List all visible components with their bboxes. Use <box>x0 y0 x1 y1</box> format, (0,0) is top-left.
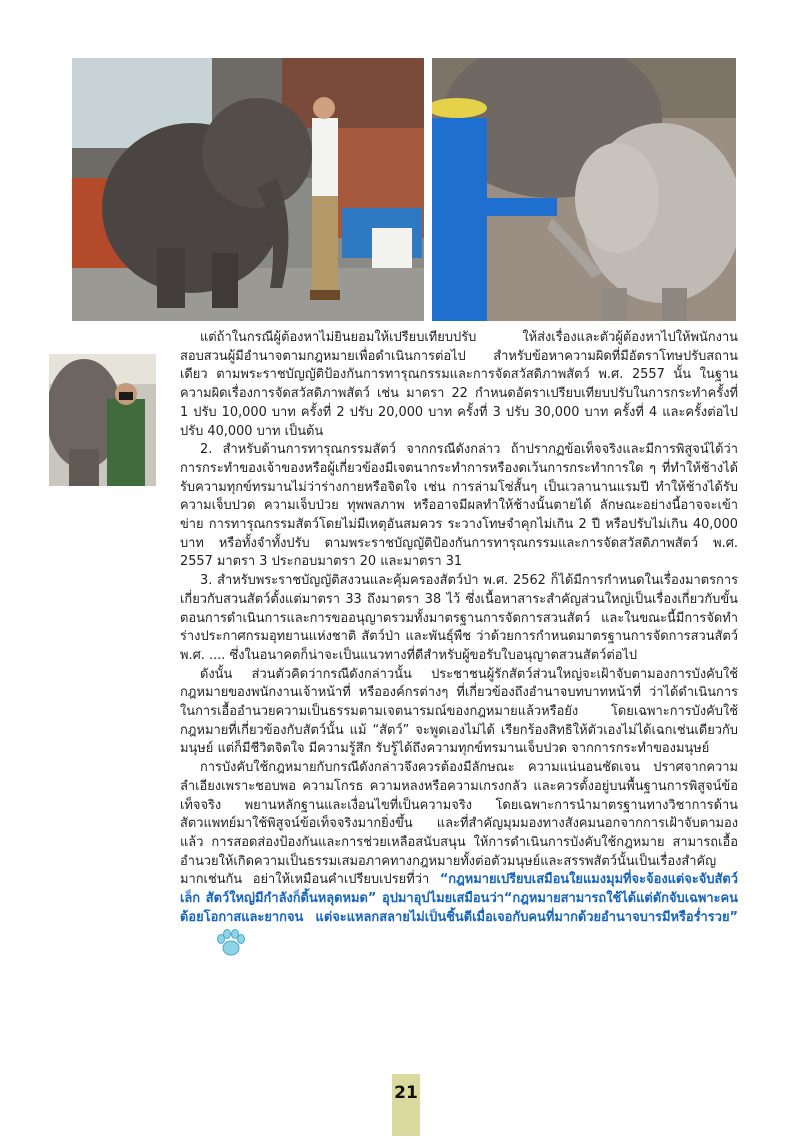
paragraph-5 <box>180 759 738 957</box>
paragraph-2: 2. สำหรับด้านการทารุณกรรมสัตว์ จากกรณีดังกล่าว ถ้าปรากฏข้อเท็จจริงและมีการพิสูจน์ได้ว่า การกระทำของเจ้าของหรือผู้เกี่ยวข้องมีเจตนากระทำการหรืองดเว้นการกระทำการใด ๆ ที่ทำให้ช้างได้รับความทุกข์ทรมานไม่ว่าร่างกายหรือจิตใจ เช่น การล่ามโซ่สั้นๆ เป็นเวลานานแรมปี ทำให้ช้างได้รับความเจ็บปวด ความเจ็บป่วย ทุพพลภาพ หรืออาจมีผลทำให้ช้างนั้นตายได้ ลักษณะอย่างนี้อาจจะเข้าข่าย การทารุณกรรมสัตว์โดยไม่มีเหตุอันสมควร ระวางโทษจำคุกไม่เกิน 2 ปี หรือปรับไม่เกิน 40,000 บาท หรือทั้งจำทั้งปรับ ตามพระราชบัญญัติป้องกันการทารุณกรรมและการจัดสวัสดิภาพสัตว์ พ.ศ. 2557 มาตรา 3 ประกอบมาตรา 20 และมาตรา 31 <box>180 442 738 570</box>
photo-elephant-with-man <box>72 58 424 321</box>
spider-web-quote: “กฎหมายเปรียบเสมือนใยแมงมุมที่จะจ้องแต่จะจับสัตว์เล็ก สัตว์ใหญ่มีกำลังก็ดิ้นหลุดหมด” อุปมาอุปไมยเสมือนว่า“กฎหมายสามารถใช้ได้แต่ดักจับเฉพาะคนด้อยโอกาสและยากจน แต่จะแหลกสลายไม่เป็นชิ้นดีเมื่อเจอกับคนที่มากด้วยอำนาจบารมีหรือร่ำรวย” <box>180 872 738 925</box>
article-body <box>180 329 738 958</box>
paragraph-5-text: การบังคับใช้กฎหมายกับกรณีดังกล่าวจึงควรต้องมีลักษณะ ความแน่นอนชัดเจน ปราศจากความลำเอียงเพราะชอบพอ ความโกรธ ความหลงหรือความเกรงกลัว และควรตั้งอยู่บนพื้นฐานการพิสูจน์ข้อเท็จจริง พยานหลักฐานและเงื่อนไขที่เป็นความจริง โดยเฉพาะการนำมาตรฐานทางวิชาการด้านสัตวแพทย์มาใช้พิสูจน์ข้อเท็จจริงมากยิ่งขึ้น และที่สำคัญมุมมองทางสังคมนอกจากการเฝ้าจับตามองแล้ว การสอดส่องป้องกันและการช่วยเหลือสนับสนุน ให้การดำเนินการบังคับใช้กฎหมาย สามารถเอื้ออำนวยให้เกิดความเป็นธรรมเสมอภาคทางกฎหมายทั้งต่อตัวมนุษย์และสรรพสัตว์นั้นเป็นเรื่องสำคัญมากเช่นกัน อย่าให้เหมือนคำเปรียบเปรยที่ว่า <box>180 760 738 888</box>
page-number: 21 <box>394 1083 418 1103</box>
photo-baby-elephant-vet <box>432 58 736 321</box>
photo-man-with-elephant-side <box>49 354 156 486</box>
paragraph-3: 3. สำหรับพระราชบัญญัติสงวนและคุ้มครองสัตว์ป่า พ.ศ. 2562 ก็ได้มีการกำหนดในเรื่องมาตรการเกี่ยวกับสวนสัตว์ตั้งแต่มาตรา 33 ถึงมาตรา 38 ไว้ ซึ่งเนื้อหาสาระสำคัญส่วนใหญ่เป็นเรื่องเกี่ยวกับขั้นตอนการดำเนินการและการขออนุญาตรวมทั้งมาตรฐานการจัดการสวนสัตว์ และในขณะนี้มีการจัดทำร่างประกาศกรมอุทยานแห่งชาติ สัตว์ป่า และพันธุ์พืช ว่าด้วยการกำหนดมาตรฐานการจัดการสวนสัตว์ พ.ศ. .... ซึ่งในอนาคตก็น่าจะเป็นแนวทางที่ดีสำหรับผู้ขอรับใบอนุญาตสวนสัตว์ต่อไป <box>180 573 738 663</box>
paw-print-icon <box>194 928 228 958</box>
paragraph-4: ดังนั้น ส่วนตัวคิดว่ากรณีดังกล่าวนั้น ประชาชนผู้รักสัตว์ส่วนใหญ่จะเฝ้าจับตามองการบังคับใช้กฎหมายของพนักงานเจ้าหน้าที่ หรือองค์กรต่างๆ ที่เกี่ยวข้องถึงอำนาจบทบาทหน้าที่ ว่าได้ดำเนินการในการเอื้ออำนวยความเป็นธรรมตามเจตนารมณ์ของกฎหมายแล้วหรือยัง โดยเฉพาะการบังคับใช้กฎหมายที่เกี่ยวข้องกับสัตว์นั้น แม้ “สัตว์” จะพูดเองไม่ได้ เรียกร้องสิทธิให้ตัวเองไม่ได้เฉกเช่นเดียวกับมนุษย์ แต่ก็มีชีวิตจิตใจ มีความรู้สึก รับรู้ได้ถึงความทุกข์ทรมานเจ็บปวด จากการกระทำของมนุษย์ <box>180 666 738 757</box>
paragraph-1: แต่ถ้าในกรณีผู้ต้องหาไม่ยินยอมให้เปรียบเทียบปรับ ให้ส่งเรื่องและตัวผู้ต้องหาไปให้พนักงานสอบสวนผู้มีอำนาจตามกฎหมายเพื่อดำเนินการต่อไป สำหรับข้อหาความผิดที่มีอัตราโทษปรับสถานเดียว ตามพระราชบัญญัติป้องกันการทารุณกรรมและการจัดสวัสดิภาพสัตว์ พ.ศ. 2557 นั้น ในฐานความผิดเรื่องการจัดสวัสดิภาพสัตว์ เช่น มาตรา 22 กำหนดอัตราเปรียบเทียบปรับในการกระทำครั้งที่ 1 ปรับ 10,000 บาท ครั้งที่ 2 ปรับ 20,000 บาท ครั้งที่ 3 ปรับ 30,000 บาท ครั้งที่ 4 และครั้งต่อไปปรับ 40,000 บาท เป็นต้น <box>180 330 738 439</box>
